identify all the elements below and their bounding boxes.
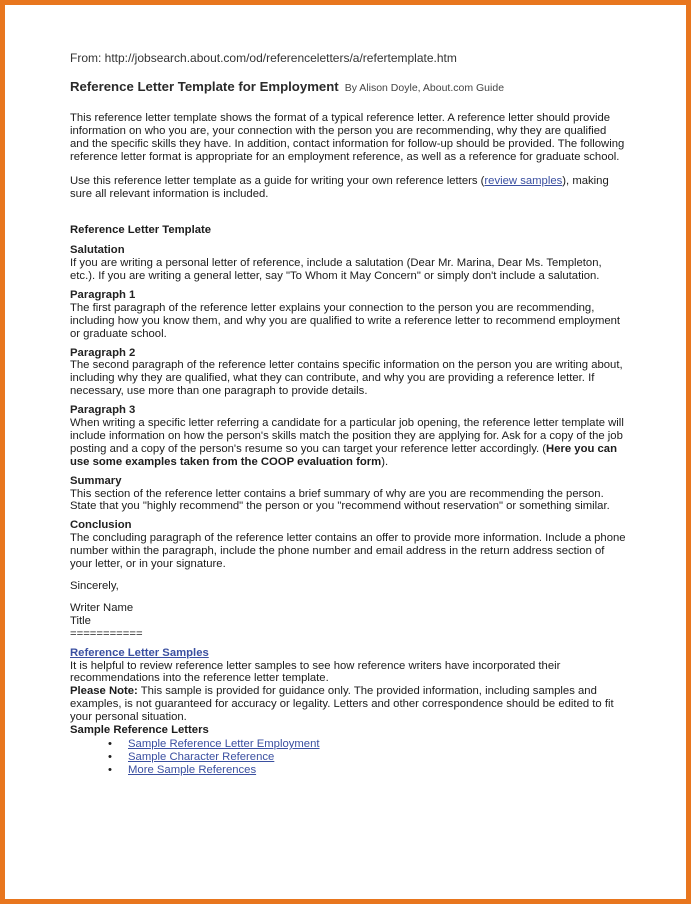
writer-name: Writer Name — [70, 601, 134, 614]
samples-intro: It is helpful to review reference letter samples to see how reference writers have incorporated their recommendations into the reference letter template. — [70, 659, 561, 685]
separator-line: =========== — [70, 627, 143, 640]
section-text: The first paragraph of the reference letter explains your connection to the person you are recommending, including how you know them, and why you are qualified to write a reference letter to recommend employment or graduate school. — [70, 301, 621, 340]
section-text: This section of the reference letter contains a brief summary of why are you are recommending the person. State that you "highly recommend" the person or you "recommend without reservation" or something similar. — [70, 487, 610, 513]
sample-refs-heading: Sample Reference Letters — [70, 724, 209, 737]
section-text-end: ). — [381, 455, 389, 468]
section-title: Paragraph 2 — [70, 346, 136, 359]
intro-paragraph: This reference letter template shows the format of a typical reference letter. A reference letter should provide information on who you are, your connection with the person you are recommending, why they are qualified and the specific skills they have. In addition, contact information for follow-up should be provided. The following reference letter format is appropriate for an employment reference, as well as a reference for graduate school. — [70, 111, 625, 163]
section-salutation — [70, 244, 626, 283]
reference-letter-samples-link[interactable]: Reference Letter Samples — [70, 646, 209, 659]
more-samples-link[interactable]: More Sample References — [128, 763, 257, 776]
source-url-line: From: http://jobsearch.about.com/od/referenceletters/a/refertemplate.htm — [70, 51, 457, 65]
list-item — [108, 738, 626, 751]
writer-title: Title — [70, 614, 91, 627]
page-title: Reference Letter Template for Employment — [70, 78, 339, 94]
section-text: If you are writing a personal letter of reference, include a salutation (Dear Mr. Marina, Dear Ms. Templeton, etc.). If you are writing a general letter, say "To Whom it May Concern" or simply don't include a salutation. — [70, 257, 602, 282]
please-note — [70, 685, 626, 724]
byline: By Alison Doyle, About.com Guide — [344, 81, 505, 94]
document-content — [70, 52, 626, 777]
intro-2-text-before: Use this reference letter template as a guide for writing your own reference letters ( — [70, 175, 485, 188]
title-row — [70, 78, 626, 95]
list-item — [108, 764, 626, 777]
intro-paragraph-2 — [70, 175, 626, 201]
section-summary — [70, 475, 626, 514]
note-label: Please Note: — [70, 685, 138, 698]
template-heading: Reference Letter Template — [70, 224, 212, 237]
section-text: The concluding paragraph of the reference letter contains an offer to provide more information. Include a phone number within the paragraph, include the phone number and email address in the return address section of your letter, or in your signature. — [70, 532, 626, 571]
section-title: Paragraph 1 — [70, 288, 136, 301]
coop-examples-note: Here you can use some examples taken from the COOP evaluation form — [70, 442, 617, 468]
section-title: Conclusion — [70, 519, 132, 532]
list-item — [108, 751, 626, 764]
bullet-icon: • — [108, 763, 112, 776]
sample-employment-link[interactable]: Sample Reference Letter Employment — [128, 737, 320, 750]
sincerely-line: Sincerely, — [70, 580, 119, 592]
document-page — [5, 5, 686, 899]
intro-2-text-after: ), making sure all relevant information is included. — [70, 175, 609, 201]
section-paragraph-2 — [70, 347, 626, 399]
section-title: Paragraph 3 — [70, 404, 136, 417]
section-text-main: When writing a specific letter referring a candidate for a particular job opening, the reference letter template will include information on how the person's skills match the position they are applying for. Ask for a copy of the job posting and a copy of the person's resume so you can target your reference letter accordingly. ( — [70, 417, 624, 455]
sample-links-list — [108, 738, 626, 777]
section-paragraph-3 — [70, 404, 626, 469]
sample-character-link[interactable]: Sample Character Reference — [128, 750, 275, 763]
section-paragraph-1 — [70, 289, 626, 341]
section-text — [70, 417, 626, 469]
bullet-icon: • — [108, 737, 112, 750]
note-text: This sample is provided for guidance only. The provided information, including samples and examples, is not guaranteed for accuracy or legality. Letters and other correspondence should be edited to fit your personal situation. — [70, 685, 614, 724]
section-text: The second paragraph of the reference letter contains specific information on the person you are writing about, including why they are qualified, what they can contribute, and why you are providing a reference letter. If necessary, use more than one paragraph to provide details. — [70, 359, 623, 398]
section-title: Salutation — [70, 244, 125, 257]
review-samples-link[interactable]: review samples — [484, 175, 563, 188]
bullet-icon: • — [108, 750, 112, 763]
section-conclusion — [70, 519, 626, 571]
section-title: Summary — [70, 474, 122, 487]
